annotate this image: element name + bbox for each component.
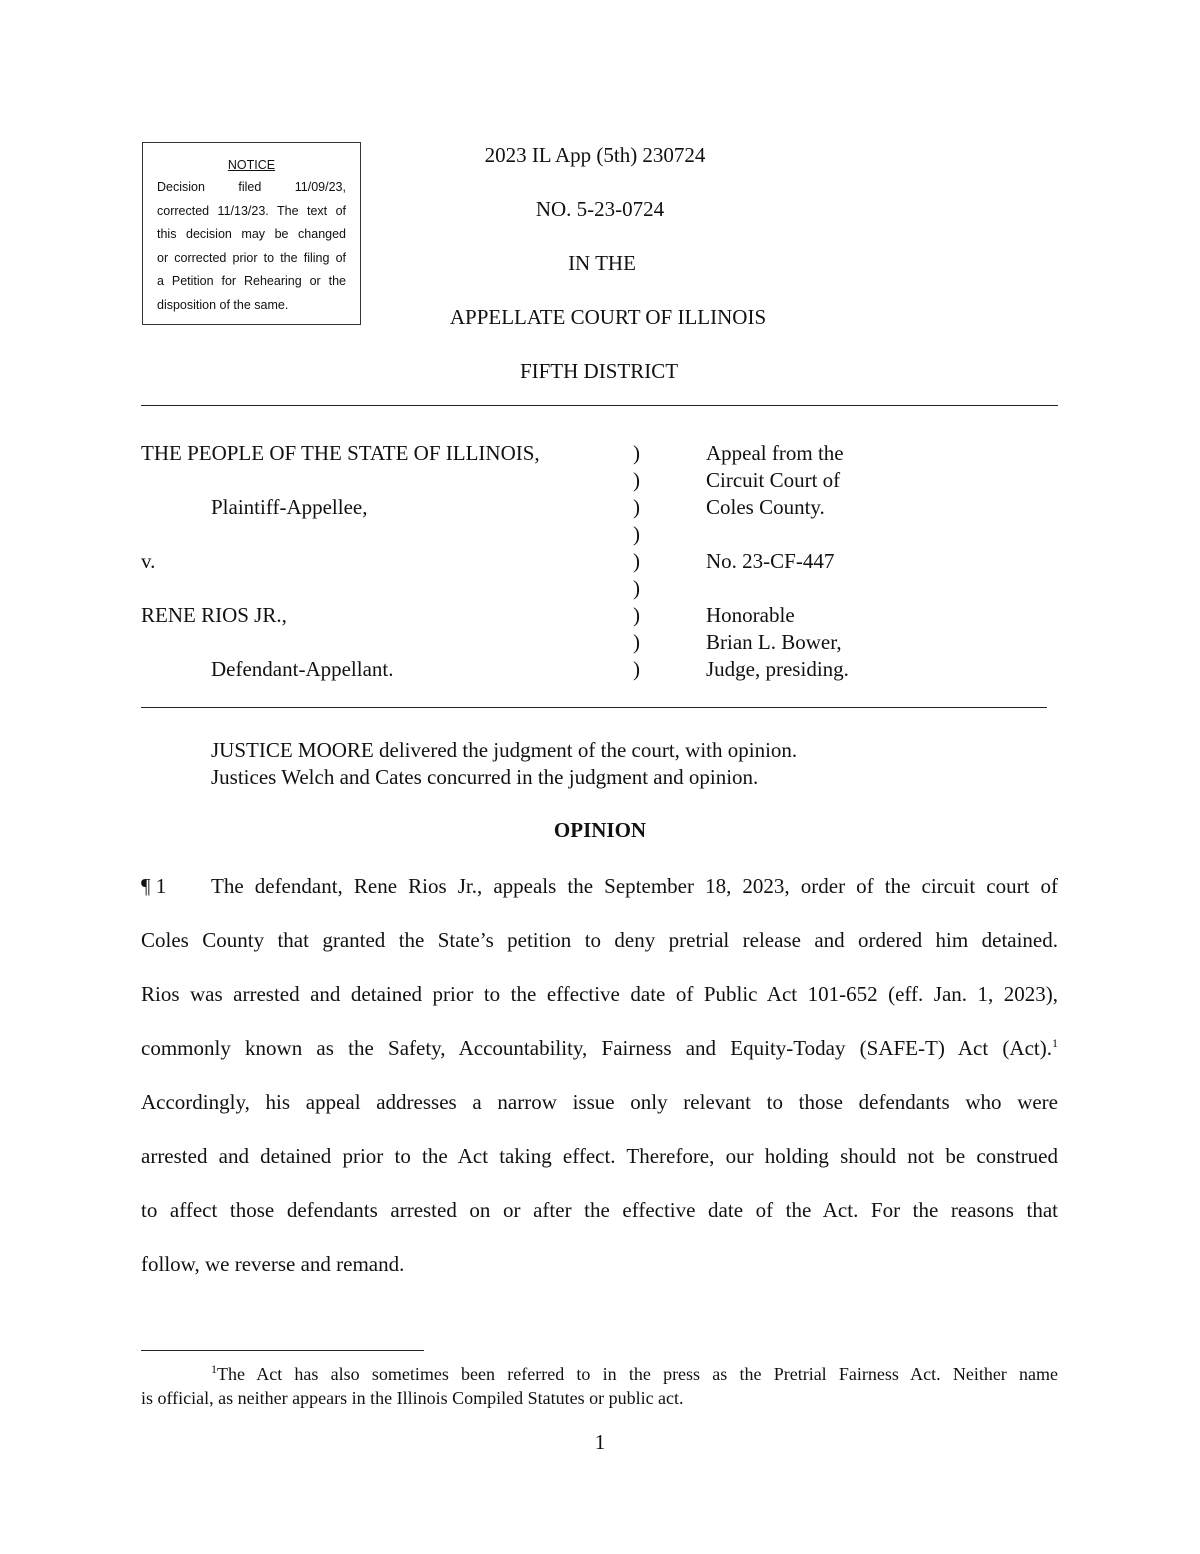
defendant-role: Defendant-Appellant. <box>211 657 394 681</box>
appeal-from-line: Coles County. <box>706 495 825 519</box>
paragraph-line-text: commonly known as the Safety, Accountability, Fairness and Equity-Today (SAFE-T) Act (Act). <box>141 1036 1052 1060</box>
footnote-marker: 1 <box>211 1362 217 1376</box>
paragraph-line: arrested and detained prior to the Act taking effect. Therefore, our holding should not be construed <box>141 1144 1058 1168</box>
opinion-heading: OPINION <box>553 818 647 842</box>
footnote-text: The Act has also sometimes been referred to in the press as the Pretrial Fairness Act. Neither name <box>217 1364 1058 1384</box>
paren: ) <box>633 603 640 627</box>
paren: ) <box>633 468 640 492</box>
justices-line: Justices Welch and Cates concurred in the judgment and opinion. <box>211 765 759 789</box>
judge-line: Judge, presiding. <box>706 657 849 681</box>
footnote-line <box>141 1362 1058 1386</box>
notice-line: this decision may be changed <box>157 227 346 241</box>
paren: ) <box>633 576 640 600</box>
paren: ) <box>633 630 640 654</box>
notice-line: disposition of the same. <box>157 297 289 312</box>
paren: ) <box>633 657 640 681</box>
plaintiff-name: THE PEOPLE OF THE STATE OF ILLINOIS, <box>141 441 540 465</box>
docket-number: NO. 5-23-0724 <box>535 197 665 221</box>
footnote-reference[interactable]: 1 <box>1052 1036 1058 1050</box>
paragraph-line: follow, we reverse and remand. <box>141 1252 405 1276</box>
judge-line: Brian L. Bower, <box>706 630 842 654</box>
footnote <box>141 1362 1058 1410</box>
footnote-line: is official, as neither appears in the Illinois Compiled Statutes or public act. <box>141 1388 684 1408</box>
appeal-from-line: Appeal from the <box>706 441 844 465</box>
court-name: APPELLATE COURT OF ILLINOIS <box>449 305 767 329</box>
footnote-rule <box>141 1350 424 1351</box>
justices-line: JUSTICE MOORE delivered the judgment of the court, with opinion. <box>211 738 798 762</box>
paragraph-line: to affect those defendants arrested on or after the effective date of the Act. For the reasons that <box>141 1198 1058 1222</box>
notice-line: Decision filed 11/09/23, <box>157 180 346 194</box>
in-the-label: IN THE <box>568 251 636 275</box>
paragraph-line: The defendant, Rene Rios Jr., appeals the September 18, 2023, order of the circuit court of <box>211 874 1058 898</box>
paren: ) <box>633 441 640 465</box>
paren: ) <box>633 522 640 546</box>
versus: v. <box>141 549 156 573</box>
appeal-from <box>706 440 844 521</box>
paragraph-line: Accordingly, his appeal addresses a narrow issue only relevant to those defendants who were <box>141 1090 1058 1114</box>
appeal-from-line: Circuit Court of <box>706 468 841 492</box>
paren: ) <box>633 495 640 519</box>
paren: ) <box>633 549 640 573</box>
caption-top-rule <box>141 405 1058 406</box>
caption-bottom-rule <box>141 707 1047 708</box>
notice-title: NOTICE <box>227 158 276 172</box>
district-name: FIFTH DISTRICT <box>519 359 679 383</box>
notice-box <box>142 142 361 325</box>
opinion-paragraph <box>141 859 1058 1291</box>
paragraph-line: Rios was arrested and detained prior to the effective date of Public Act 101-652 (eff. Jan. 1, 2023), <box>141 982 1058 1006</box>
judge-line: Honorable <box>706 603 795 627</box>
presiding-judge <box>706 602 849 683</box>
paragraph-line-with-footnote <box>141 1021 1058 1075</box>
plaintiff-role: Plaintiff-Appellee, <box>211 495 368 519</box>
paragraph-line: Coles County that granted the State’s petition to deny pretrial release and ordered him detained. <box>141 928 1058 952</box>
notice-line: or corrected prior to the filing of <box>157 250 346 265</box>
defendant-name: RENE RIOS JR., <box>141 603 287 627</box>
caption-parens <box>633 440 640 683</box>
paragraph-mark: ¶ 1 <box>141 874 167 898</box>
notice-line: a Petition for Rehearing or the <box>157 274 346 288</box>
page-number: 1 <box>594 1430 606 1454</box>
justices-block <box>211 737 797 791</box>
citation: 2023 IL App (5th) 230724 <box>484 143 706 167</box>
trial-case-number: No. 23-CF-447 <box>706 549 835 573</box>
notice-line: corrected 11/13/23. The text of <box>157 203 346 218</box>
